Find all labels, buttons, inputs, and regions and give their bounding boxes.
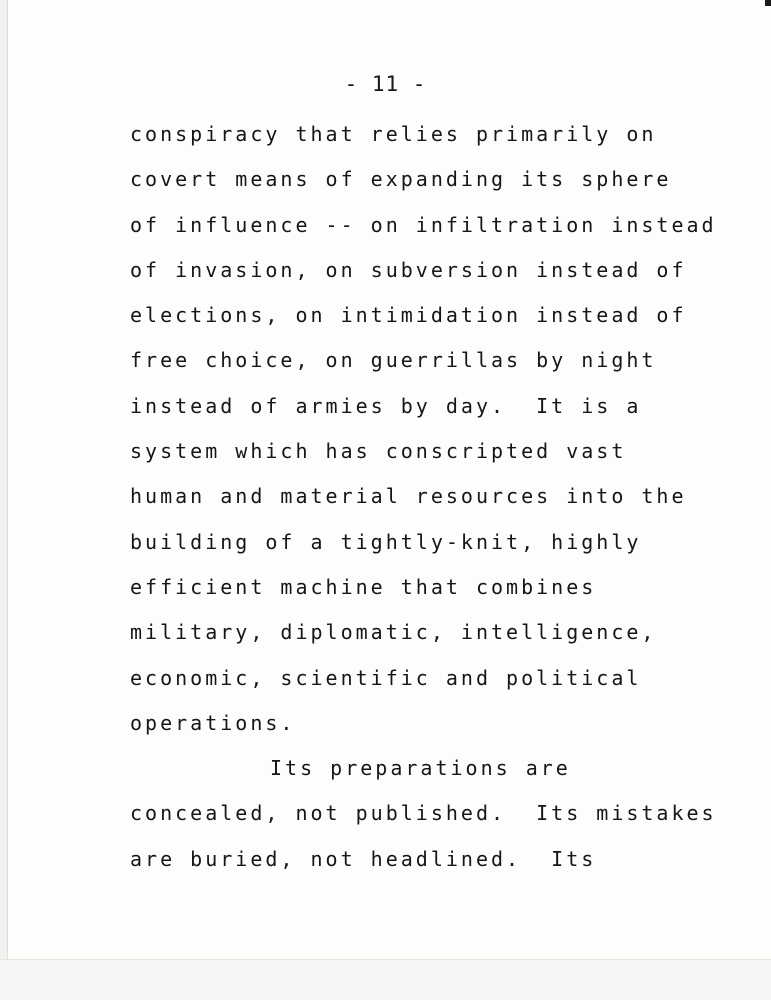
text-line: human and material resources into the xyxy=(130,484,687,509)
text-line: building of a tightly-knit, highly xyxy=(130,529,642,554)
page-number: - 11 - xyxy=(344,72,427,96)
text-line: economic, scientific and political xyxy=(130,665,642,690)
text-line: of invasion, on subversion instead of xyxy=(130,257,687,282)
page-left-edge xyxy=(0,0,8,1000)
text-line: elections, on intimidation instead of xyxy=(130,303,687,328)
text-line: free choice, on guerrillas by night xyxy=(130,348,657,373)
text-line: military, diplomatic, intelligence, xyxy=(130,620,657,645)
text-line: conspiracy that relies primarily on xyxy=(130,122,657,146)
page-bottom-edge xyxy=(0,959,771,1000)
text-line: operations. xyxy=(130,710,296,735)
text-line: concealed, not published. Its mistakes xyxy=(130,801,717,826)
scan-corner-mark xyxy=(765,0,771,6)
text-line: efficient machine that combines xyxy=(130,574,597,599)
text-line: system which has conscripted vast xyxy=(130,439,627,464)
paragraph-start-line: Its preparations are xyxy=(270,756,571,781)
body-text xyxy=(130,118,750,888)
text-line: of influence -- on infiltration instead xyxy=(130,212,717,237)
text-line: instead of armies by day. It is a xyxy=(130,393,642,418)
text-line: are buried, not headlined. Its xyxy=(130,846,597,871)
text-line: covert means of expanding its sphere xyxy=(130,167,672,192)
